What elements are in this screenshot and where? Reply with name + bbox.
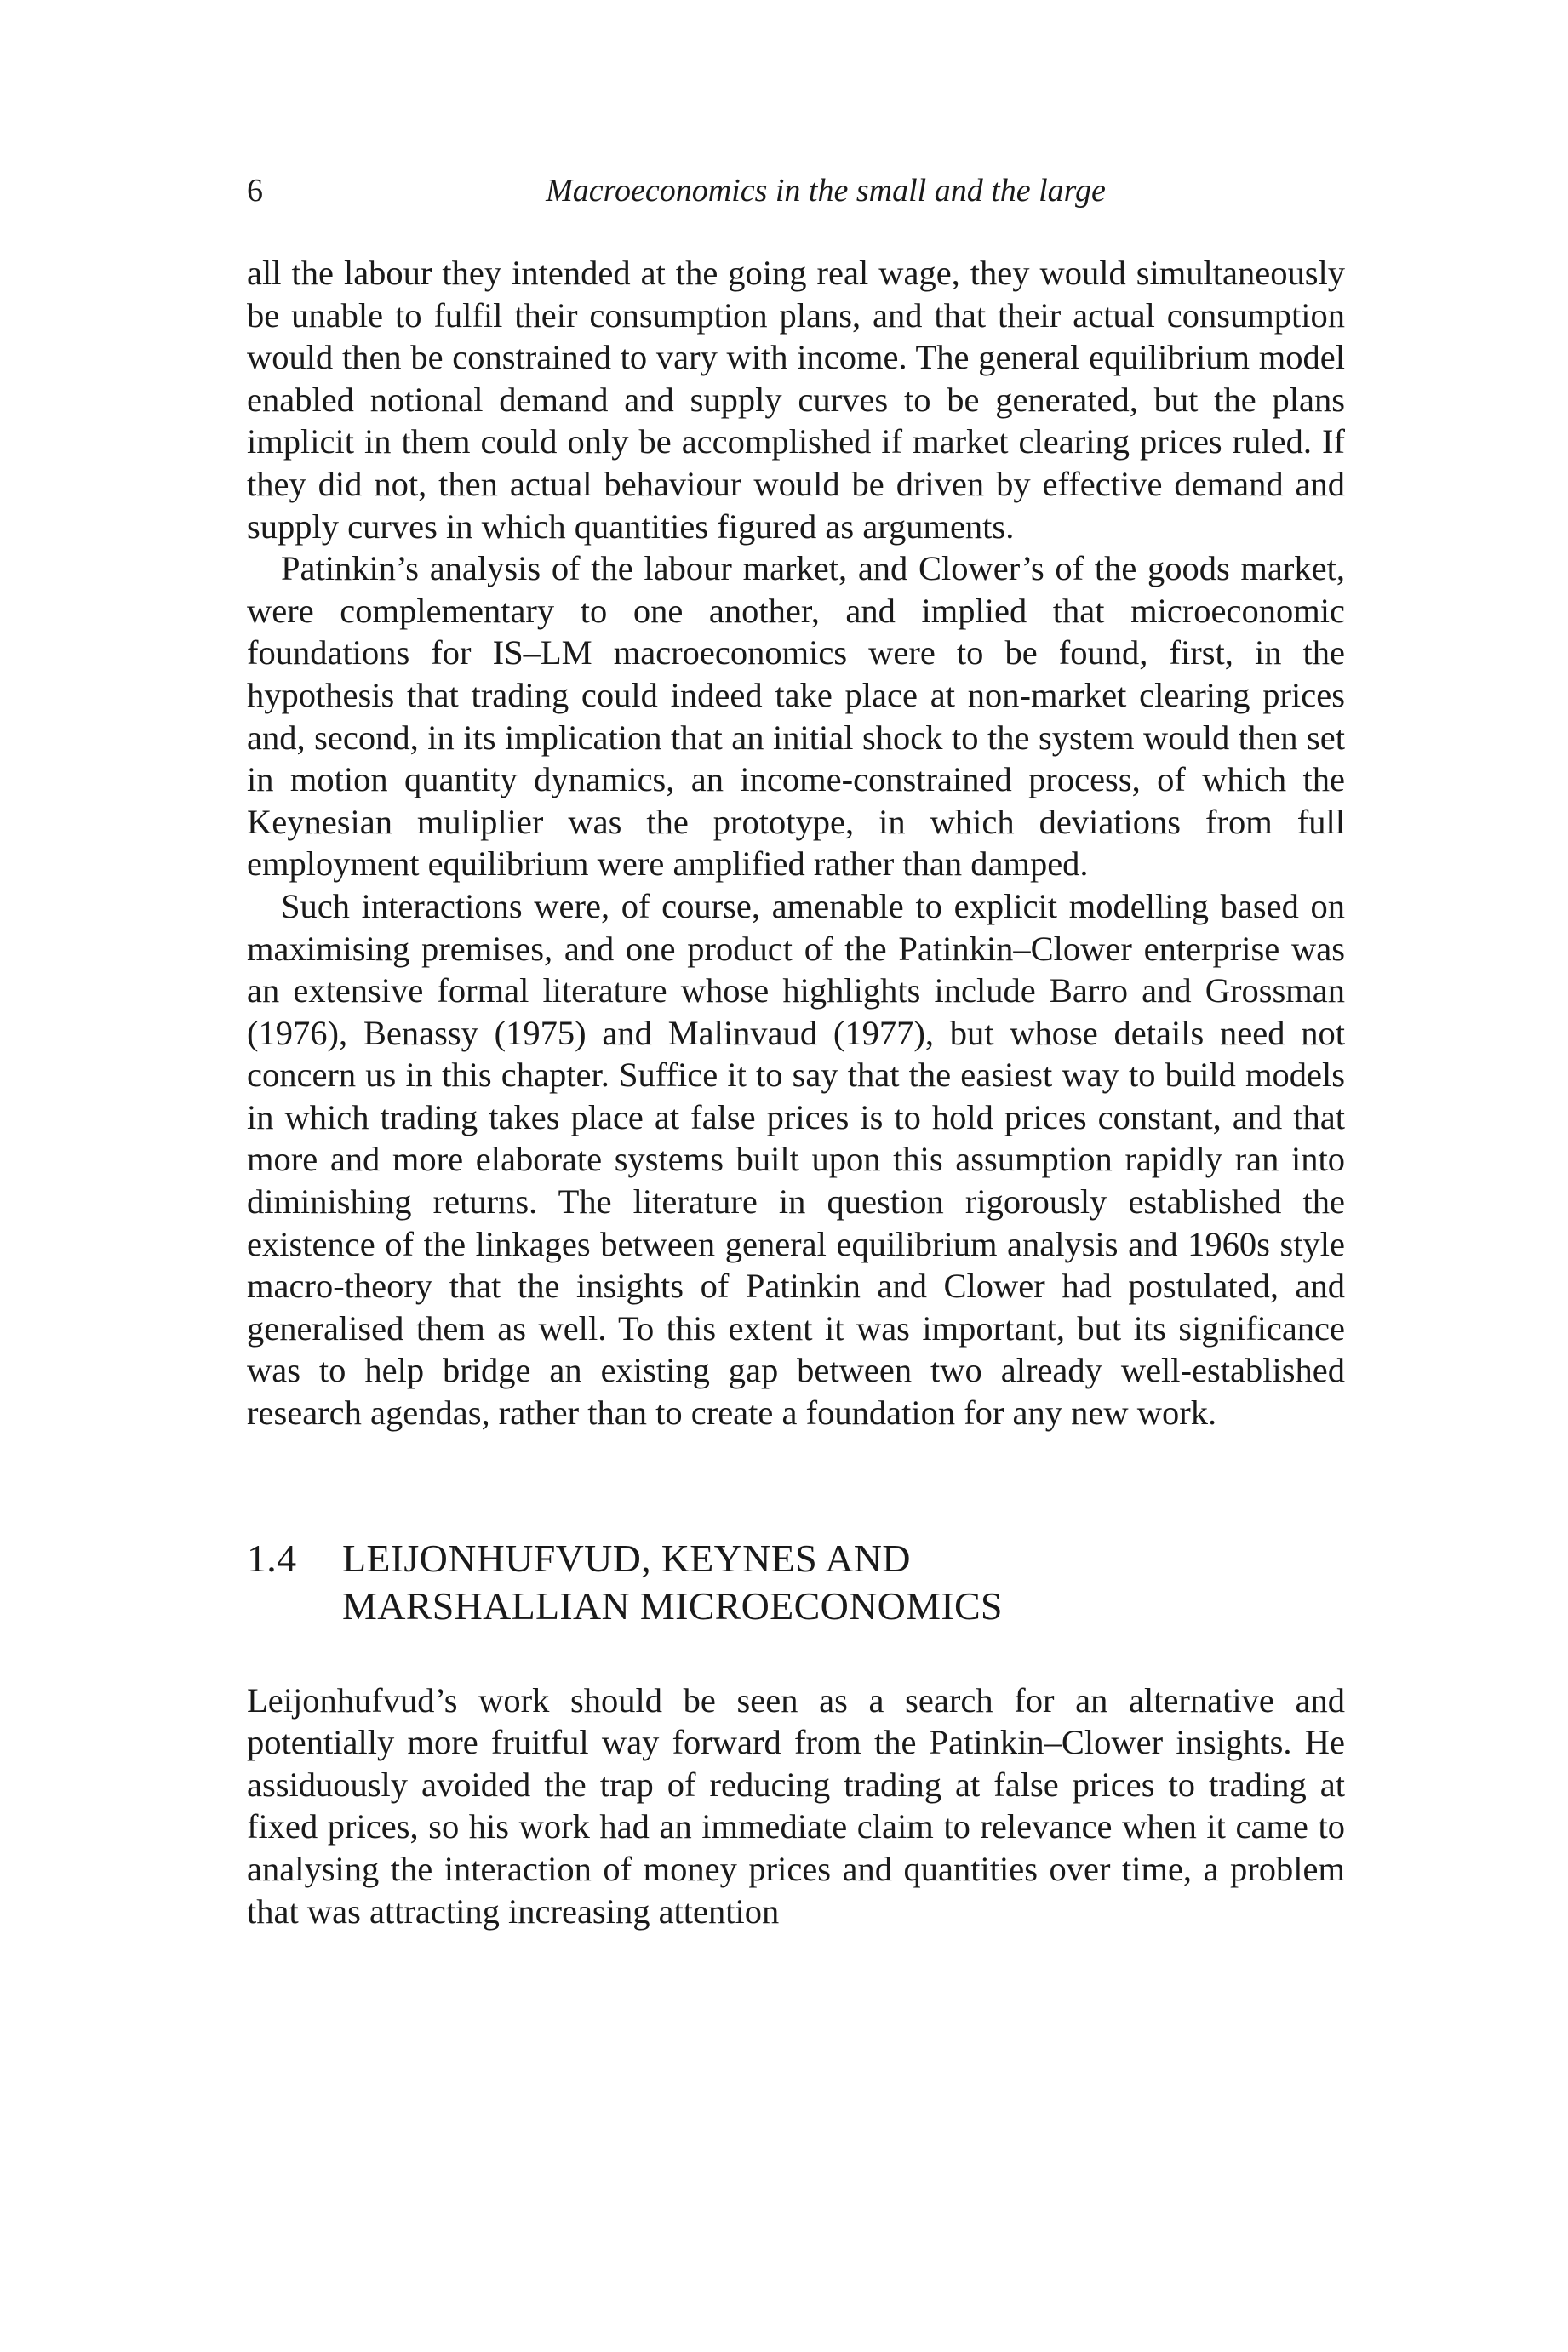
- section-number: 1.4: [247, 1536, 297, 1580]
- paragraph-2: Patinkin’s analysis of the labour market, and Clower’s of the goods market, were complementary to one another, and implied that microeconomic foundations for IS–LM macroeconomics were to be found, first, in the hypothesis that trading could indeed take place at non-market clearing prices and, second, in its implication that an initial shock to the system would then set in motion quantity dynamics, an income-constrained process, of which the Keynesian muliplier was the prototype, in which deviations from full employment equilibrium were amplified rather than damped.: [247, 549, 1345, 884]
- page-number: 6: [247, 173, 263, 209]
- section-paragraph-1: Leijonhufvud’s work should be seen as a search for an alternative and potentially more fruitful way forward from the Patinkin–Clower insights. He assiduously avoided the trap of reducing trading at false prices to trading at fixed prices, so his work had an immediate claim to relevance when it came to analysing the interaction of money prices and quantities over time, a problem that was attracting increasing attention: [247, 1680, 1345, 1931]
- section-heading: [247, 1535, 1345, 1630]
- body-text: [247, 252, 1345, 1932]
- paragraph-3: Such interactions were, of course, amenable to explicit modelling based on maximising premises, and one product of the Patinkin–Clower enterprise was an extensive formal literature whose highlights include Barro and Grossman (1976), Benassy (1975) and Malinvaud (1977), but whose details need not concern us in this chapter. Suffice it to say that the easiest way to build models in which trading takes place at false prices is to hold prices constant, and that more and more elaborate systems built upon this assumption rapidly ran into diminishing returns. The literature in question rigorously established the existence of the linkages between general equilibrium analysis and 1960s style macro-theory that the insights of Patinkin and Clower had postulated, and generalised them as well. To this extent it was important, but its significance was to help bridge an existing gap between two already well-established research agendas, rather than to create a foundation for any new work.: [247, 886, 1345, 1433]
- section-title: LEIJONHUFVUD, KEYNES AND MARSHALLIAN MICROECONOMICS: [342, 1536, 1003, 1628]
- running-head: [247, 167, 1345, 215]
- book-page: [247, 0, 1345, 2352]
- running-title: Macroeconomics in the small and the large: [546, 173, 1106, 209]
- paragraph-1: all the labour they intended at the going real wage, they would simultaneously be unable to fulfil their consumption plans, and that their actual consumption would then be constrained to vary with income. The general equilibrium model enabled notional demand and supply curves to be generated, but the plans implicit in them could only be accomplished if market clearing prices ruled. If they did not, then actual behaviour would be driven by effective demand and supply curves in which quantities figured as arguments.: [247, 254, 1345, 546]
